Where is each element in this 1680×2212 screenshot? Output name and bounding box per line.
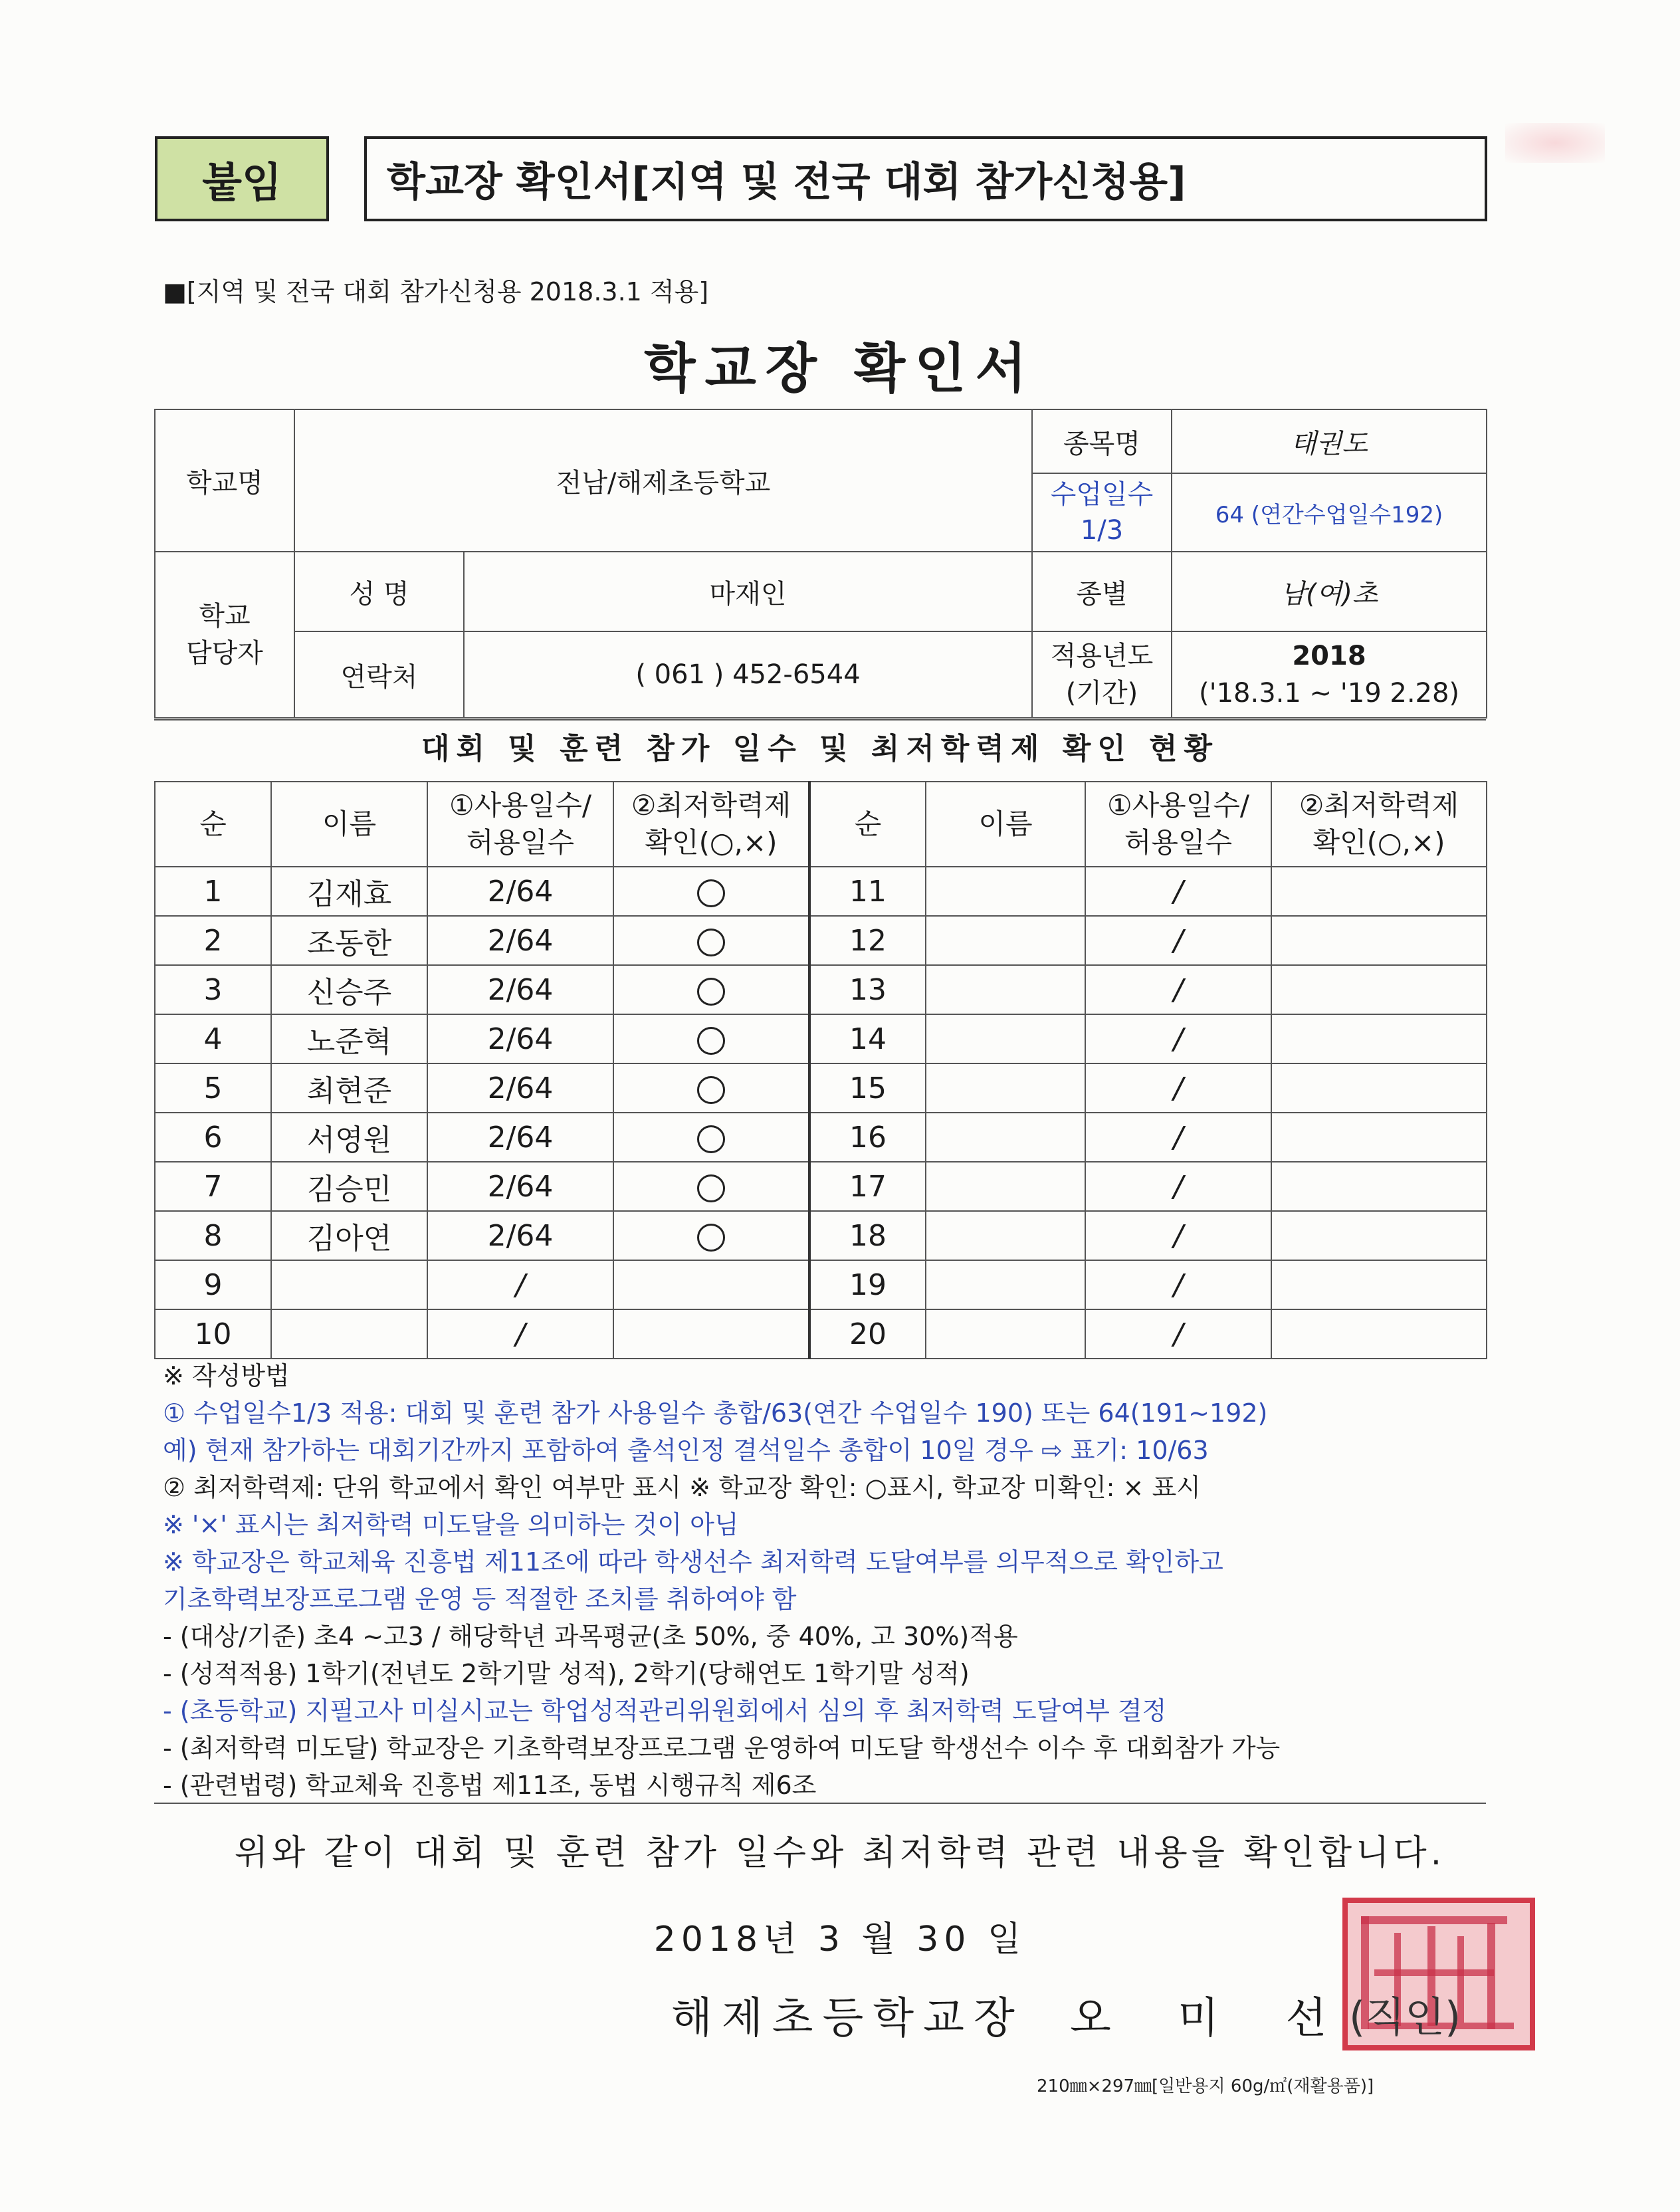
year-label-line2: (기간): [1065, 678, 1138, 709]
paper-spec: 210㎜×297㎜[일반용지 60g/㎡(재활용품)]: [1037, 2076, 1374, 2096]
cell-days-right: /: [1085, 1113, 1271, 1162]
circle-mark-icon: [697, 1027, 725, 1055]
cell-check-right: [1271, 965, 1487, 1014]
table-row: [155, 965, 1487, 1014]
cell-check-right: [1271, 1211, 1487, 1260]
cell-no: 10: [155, 1309, 271, 1359]
cell-no: 2: [155, 916, 271, 965]
cell-name-right: [926, 1260, 1085, 1309]
cell-no-right: 15: [809, 1063, 926, 1113]
note-line-11: - (관련법령) 학교체육 진흥법 제11조, 동법 시행규칙 제6조: [163, 1771, 817, 1800]
col-header-days-right-line2: 허용일수: [1124, 826, 1233, 859]
col-header-days-line1: ①사용일수/: [449, 789, 592, 822]
cell-no-right: 16: [809, 1113, 926, 1162]
cell-days-right: /: [1085, 1063, 1271, 1113]
note-line-5: ※ 학교장은 학교체육 진흥법 제11조에 따라 학생선수 최저학력 도달여부를 의무적으로 확인하고: [163, 1547, 1223, 1577]
school-label: 학교명: [155, 409, 294, 552]
cell-days-right: /: [1085, 1162, 1271, 1211]
cell-days: 2/64: [427, 1113, 613, 1162]
days-label: [1032, 473, 1172, 552]
roster-section-title: 대회 및 훈련 참가 일수 및 최저학력제 확인 현황: [421, 732, 1219, 766]
year-label: [1032, 631, 1172, 718]
cell-no-right: 14: [809, 1014, 926, 1063]
col-header-check: [613, 782, 809, 867]
cell-no-right: 19: [809, 1260, 926, 1309]
cell-check: [613, 1014, 809, 1063]
days-value: 64 (연간수업일수192): [1172, 473, 1487, 552]
cell-days: 2/64: [427, 1211, 613, 1260]
cell-no: 3: [155, 965, 271, 1014]
cell-check: [613, 1113, 809, 1162]
circle-mark-icon: [697, 1224, 725, 1252]
instructions: [163, 1357, 1492, 1804]
attachment-tag: 붙임: [155, 136, 329, 221]
cell-name-right: [926, 1309, 1085, 1359]
cell-days-right: /: [1085, 1260, 1271, 1309]
cell-days: 2/64: [427, 916, 613, 965]
cell-days: /: [427, 1309, 613, 1359]
document-title: 학교장 확인서: [644, 338, 1036, 399]
cell-name-right: [926, 965, 1085, 1014]
cell-no-right: 18: [809, 1211, 926, 1260]
gender-value: 남(여)초: [1172, 552, 1487, 631]
col-header-check-line2: 확인(○,×): [645, 826, 778, 859]
cell-check: [613, 965, 809, 1014]
col-header-no: 순: [155, 782, 271, 867]
note-line-8: - (성적적용) 1학기(전년도 2학기말 성적), 2학기(당해연도 1학기말 성적): [163, 1659, 970, 1688]
col-header-check-line1: ②최저학력제: [631, 789, 791, 822]
col-header-no-right: 순: [809, 782, 926, 867]
roster-body: [155, 867, 1487, 1359]
name-label: 성 명: [294, 552, 464, 631]
info-table: [154, 409, 1487, 719]
cell-check: [613, 1211, 809, 1260]
col-header-name-right: 이름: [926, 782, 1085, 867]
cell-no: 6: [155, 1113, 271, 1162]
cell-no: 7: [155, 1162, 271, 1211]
confirmation-date: 2018년 3 월 30 일: [653, 1920, 1027, 1959]
cell-name: 노준혁: [271, 1014, 427, 1063]
cell-check: [613, 1063, 809, 1113]
col-header-check-right-line1: ②최저학력제: [1299, 789, 1459, 822]
cell-check-right: [1271, 916, 1487, 965]
cell-name-right: [926, 1162, 1085, 1211]
days-label-line1: 수업일수: [1050, 479, 1154, 510]
cell-days-right: /: [1085, 1211, 1271, 1260]
cell-days: 2/64: [427, 1014, 613, 1063]
cell-days-right: /: [1085, 965, 1271, 1014]
manager-label-line2: 담당자: [186, 638, 263, 669]
cell-no: 5: [155, 1063, 271, 1113]
cell-check: [613, 1309, 809, 1359]
cell-no: 8: [155, 1211, 271, 1260]
cell-check-right: [1271, 1309, 1487, 1359]
cell-no-right: 20: [809, 1309, 926, 1359]
school-value: 전남/해제초등학교: [294, 409, 1032, 552]
cell-check: [613, 1162, 809, 1211]
seal-label: (직인): [1349, 1993, 1461, 2041]
note-line-0: ※ 작성방법: [163, 1361, 290, 1390]
year-value-cell: [1172, 631, 1487, 718]
cell-no: 1: [155, 867, 271, 916]
divider: [154, 1803, 1486, 1804]
cell-check-right: [1271, 1162, 1487, 1211]
note-line-4: ※ '×' 표시는 최저학력 미도달을 의미하는 것이 아님: [163, 1510, 739, 1539]
cell-no-right: 11: [809, 867, 926, 916]
cell-no: 9: [155, 1260, 271, 1309]
circle-mark-icon: [697, 978, 725, 1006]
cell-days-right: /: [1085, 1309, 1271, 1359]
cell-days: /: [427, 1260, 613, 1309]
col-header-days-right-line1: ①사용일수/: [1106, 789, 1250, 822]
circle-mark-icon: [697, 879, 725, 907]
circle-mark-icon: [697, 1174, 725, 1202]
col-header-check-right-line2: 확인(○,×): [1312, 826, 1445, 859]
days-label-line2: 1/3: [1080, 515, 1124, 546]
cell-no-right: 12: [809, 916, 926, 965]
year-range: ('18.3.1 ~ '19 2.28): [1198, 678, 1460, 709]
cell-name: 김승민: [271, 1162, 427, 1211]
table-row: [155, 1309, 1487, 1359]
table-row: [155, 1063, 1487, 1113]
cell-name-right: [926, 916, 1085, 965]
table-row: [155, 1014, 1487, 1063]
cell-days: 2/64: [427, 867, 613, 916]
col-header-days-line2: 허용일수: [466, 826, 575, 859]
event-value: 태권도: [1172, 409, 1487, 473]
name-value: 마재인: [464, 552, 1032, 631]
cell-days: 2/64: [427, 965, 613, 1014]
cell-days-right: /: [1085, 1014, 1271, 1063]
note-line-9: - (초등학교) 지필고사 미실시교는 학업성적관리위원회에서 심의 후 최저학력 도달여부 결정: [163, 1696, 1167, 1725]
note-line-3: ② 최저학력제: 단위 학교에서 확인 여부만 표시 ※ 학교장 확인: ○표시, 학교장 미확인: × 표시: [163, 1473, 1201, 1502]
table-row: [155, 867, 1487, 916]
cell-check: [613, 1260, 809, 1309]
divider: [154, 719, 1486, 720]
cell-check-right: [1271, 1063, 1487, 1113]
cell-check-right: [1271, 867, 1487, 916]
cell-days: 2/64: [427, 1063, 613, 1113]
roster-table: [154, 781, 1487, 1359]
table-row: [155, 1211, 1487, 1260]
event-label: 종목명: [1032, 409, 1172, 473]
cell-no-right: 13: [809, 965, 926, 1014]
col-header-name: 이름: [271, 782, 427, 867]
note-line-1: ① 수업일수1/3 적용: 대회 및 훈련 참가 사용일수 총합/63(연간 수업일수 190) 또는 64(191~192): [163, 1398, 1268, 1428]
cell-name-right: [926, 867, 1085, 916]
circle-mark-icon: [697, 1125, 725, 1153]
note-line-10: - (최저학력 미도달) 학교장은 기초학력보장프로그램 운영하여 미도달 학생선수 이수 후 대회참가 가능: [163, 1733, 1281, 1763]
circle-mark-icon: [697, 1076, 725, 1104]
cell-no: 4: [155, 1014, 271, 1063]
cell-name: 조동한: [271, 916, 427, 965]
cell-name-right: [926, 1063, 1085, 1113]
cell-name-right: [926, 1113, 1085, 1162]
col-header-check-right: [1271, 782, 1487, 867]
cell-name: 신승주: [271, 965, 427, 1014]
table-row: [155, 1260, 1487, 1309]
cell-name-right: [926, 1211, 1085, 1260]
year-label-line1: 적용년도: [1050, 641, 1154, 671]
cell-check: [613, 916, 809, 965]
note-line-2: 예) 현재 참가하는 대회기간까지 포함하여 출석인정 결석일수 총합이 10일 경우 ⇨ 표기: 10/63: [163, 1436, 1209, 1465]
cell-no-right: 17: [809, 1162, 926, 1211]
gender-label: 종별: [1032, 552, 1172, 631]
cell-name: 서영원: [271, 1113, 427, 1162]
cell-check: [613, 867, 809, 916]
note-line-7: - (대상/기준) 초4 ~고3 / 해당학년 과목평균(초 50%, 중 40%, 고 30%)적용: [163, 1622, 1018, 1651]
table-row: [155, 1113, 1487, 1162]
cell-name: 김아연: [271, 1211, 427, 1260]
manager-label: [155, 552, 294, 718]
cell-name: 김재효: [271, 867, 427, 916]
contact-value: ( 061 ) 452-6544: [464, 631, 1032, 718]
cell-days: 2/64: [427, 1162, 613, 1211]
note-line-6: 기초학력보장프로그램 운영 등 적절한 조치를 취하여야 함: [163, 1585, 797, 1614]
manager-label-line1: 학교: [199, 601, 251, 631]
signer-name: 오 미 선: [1070, 1994, 1354, 2043]
cell-days-right: /: [1085, 916, 1271, 965]
header-title: 학교장 확인서[지역 및 전국 대회 참가신청용]: [364, 136, 1487, 221]
cell-name: [271, 1260, 427, 1309]
col-header-days-right: [1085, 782, 1271, 867]
table-row: [155, 1162, 1487, 1211]
table-row: [155, 916, 1487, 965]
cell-days-right: /: [1085, 867, 1271, 916]
signer-title: 해제초등학교장: [671, 1994, 1024, 2043]
stamp-smudge: [1505, 123, 1605, 163]
cell-name: 최현준: [271, 1063, 427, 1113]
circle-mark-icon: [697, 929, 725, 956]
cell-check-right: [1271, 1113, 1487, 1162]
cell-check-right: [1271, 1014, 1487, 1063]
cell-name: [271, 1309, 427, 1359]
cell-name-right: [926, 1014, 1085, 1063]
cell-check-right: [1271, 1260, 1487, 1309]
subheading: ■[지역 및 전국 대회 참가신청용 2018.3.1 적용]: [163, 277, 709, 306]
confirmation-text: 위와 같이 대회 및 훈련 참가 일수와 최저학력 관련 내용을 확인합니다.: [234, 1833, 1446, 1873]
year-value: 2018: [1292, 641, 1366, 671]
col-header-days: [427, 782, 613, 867]
contact-label: 연락처: [294, 631, 464, 718]
